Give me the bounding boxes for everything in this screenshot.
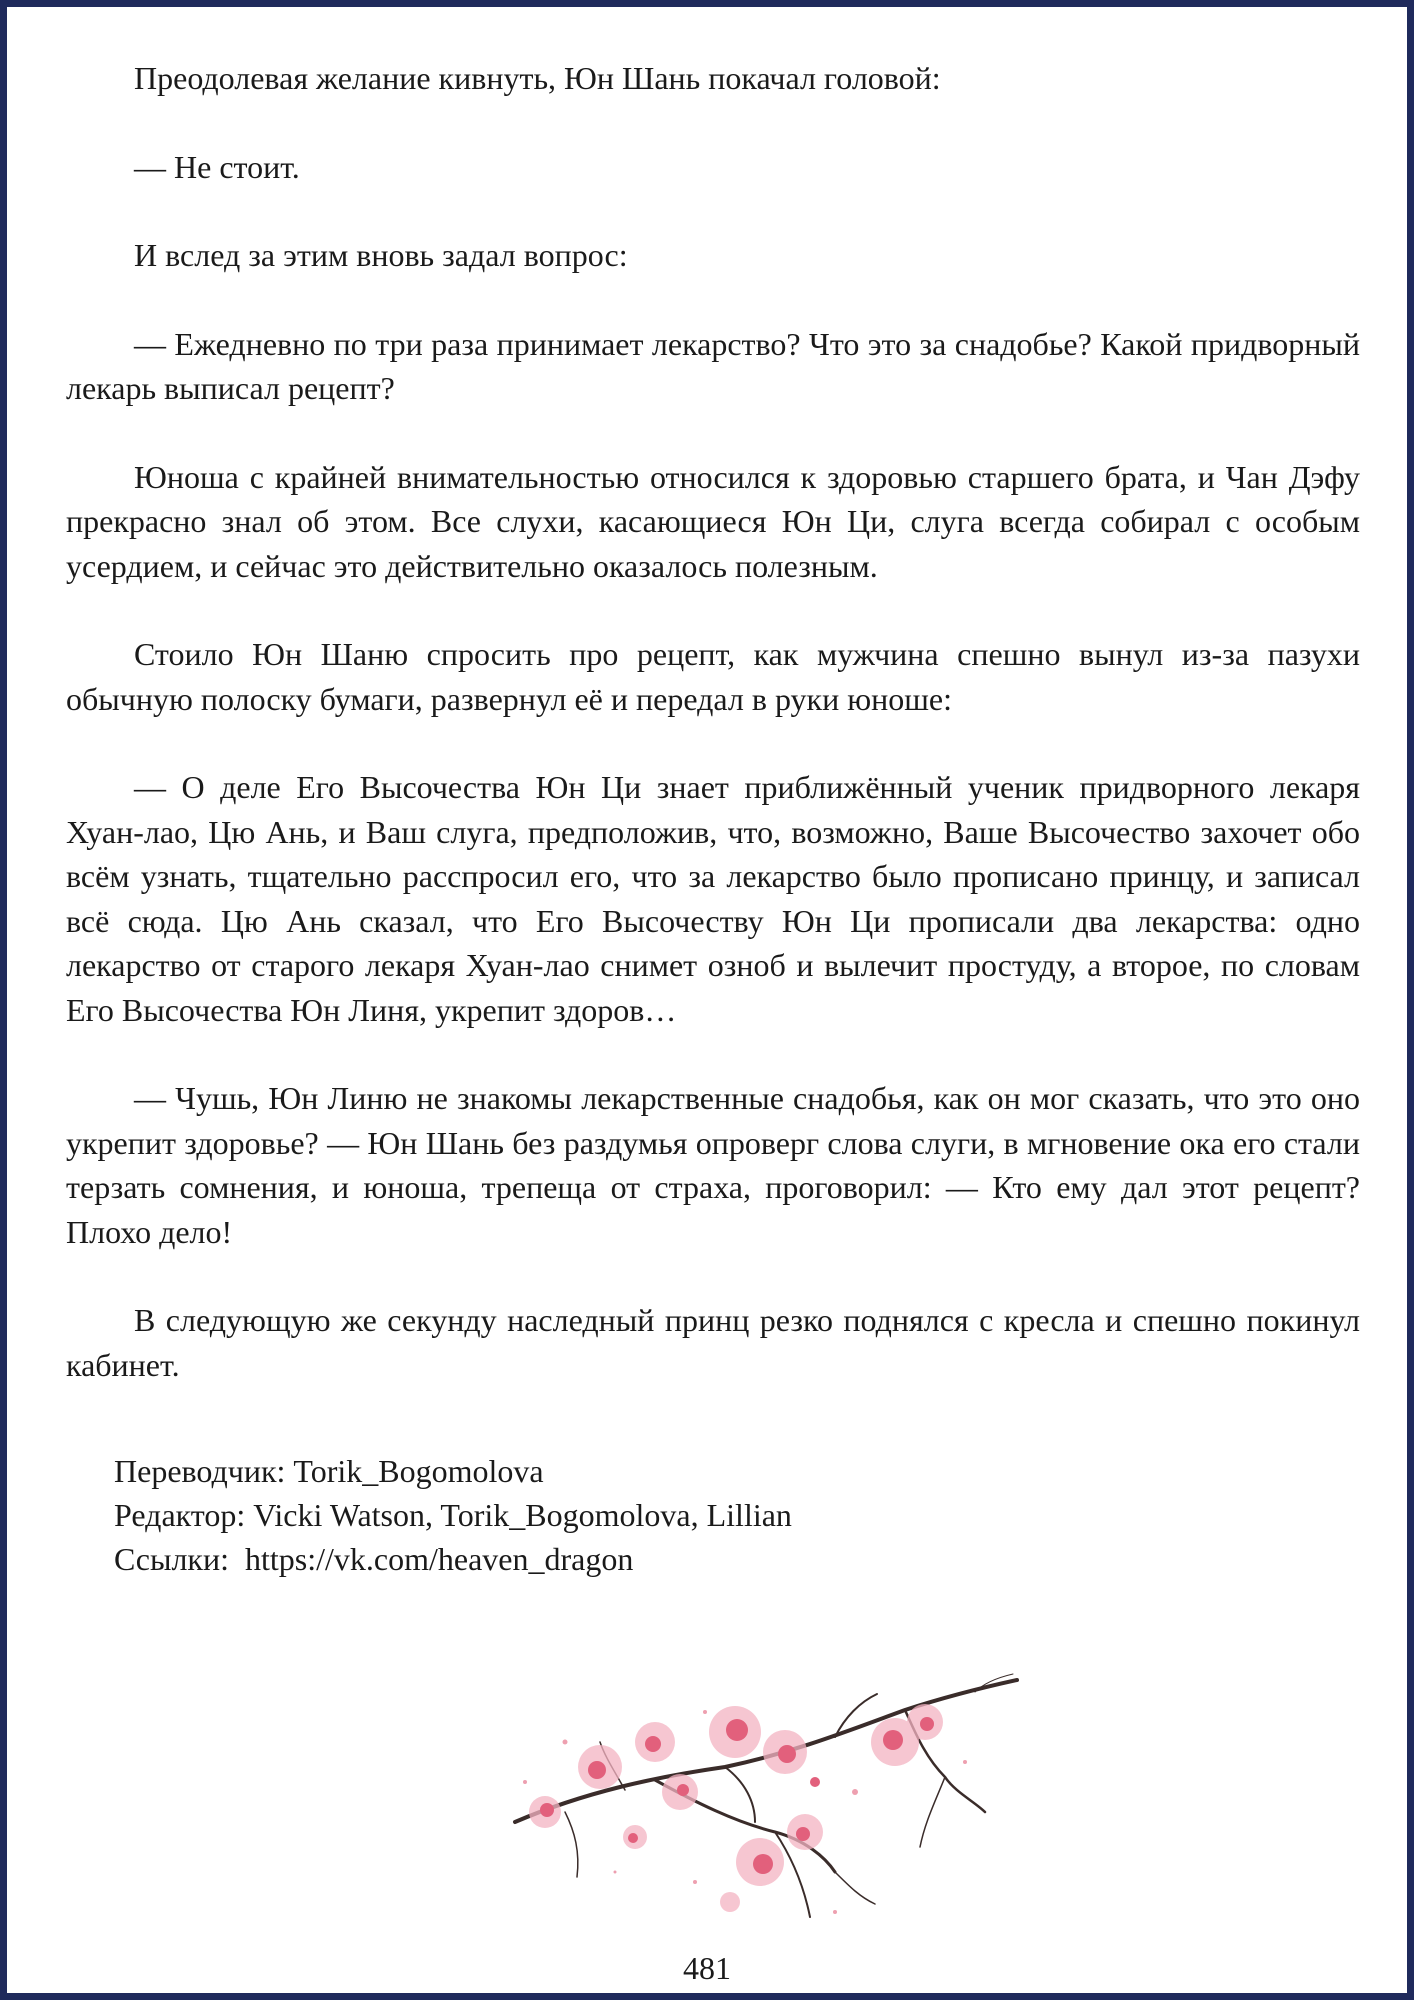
paragraph: — Ежедневно по три раза принимает лекарство? Что это за снадобье? Какой придворный лекарь выписал рецепт? bbox=[66, 325, 1360, 406]
page-number: 481 bbox=[683, 1950, 731, 1986]
links-credit: Ссылки: https://vk.com/heaven_dragon bbox=[114, 1541, 634, 1577]
cherry-blossom-branch-icon bbox=[505, 1672, 1025, 1927]
paragraph: Преодолевая желание кивнуть, Юн Шань покачал головой: bbox=[134, 60, 941, 96]
editor-credit: Редактор: Vicki Watson, Torik_Bogomolova, Lillian bbox=[114, 1497, 792, 1533]
paragraph: Юноша с крайней внимательностью относился к здоровью старшего брата, и Чан Дэфу прекрасно знал об этом. Все слухи, касающиеся Юн Ци, слуга всегда собирал с особым усердием, и сейчас это действительно оказалось полезным. bbox=[66, 458, 1360, 584]
paragraph: В следующую же секунду наследный принц резко поднялся с кресла и спешно покинул кабинет. bbox=[66, 1302, 1360, 1383]
paragraph: Стоило Юн Шаню спросить про рецепт, как мужчина спешно вынул из-за пазухи обычную полоску бумаги, развернул её и передал в руки юноше: bbox=[66, 636, 1360, 717]
paragraph: И вслед за этим вновь задал вопрос: bbox=[134, 237, 628, 273]
paragraph: — О деле Его Высочества Юн Ци знает приближённый ученик придворного лекаря Хуан-лао, Цю Ань, и Ваш слуга, предположив, что, возможно, Ваше Высочество захочет обо всём узнать, тщательно расспросил его, что за лекарство было прописано принцу, и записал всё сюда. Цю Ань сказал, что Его Высочеству Юн Ци прописали два лекарства: одно лекарство от старого лекаря Хуан-лао снимет озноб и вылечит простуду, а второе, по словам Его Высочества Юн Линя, укрепит здоров… bbox=[66, 769, 1360, 1028]
credits-block bbox=[66, 1449, 1360, 1581]
paragraph: — Чушь, Юн Линю не знакомы лекарственные снадобья, как он мог сказать, что это оно укрепит здоровье? — Юн Шань без раздумья опроверг слова слуги, в мгновение ока его стали терзать сомнения, и юноша, трепеща от страха, проговорил: — Кто ему дал этот рецепт? Плохо дело! bbox=[66, 1080, 1360, 1250]
paragraph: — Не стоит. bbox=[134, 148, 300, 185]
translator-credit: Переводчик: Torik_Bogomolova bbox=[114, 1453, 544, 1489]
page-content bbox=[66, 56, 1360, 1581]
